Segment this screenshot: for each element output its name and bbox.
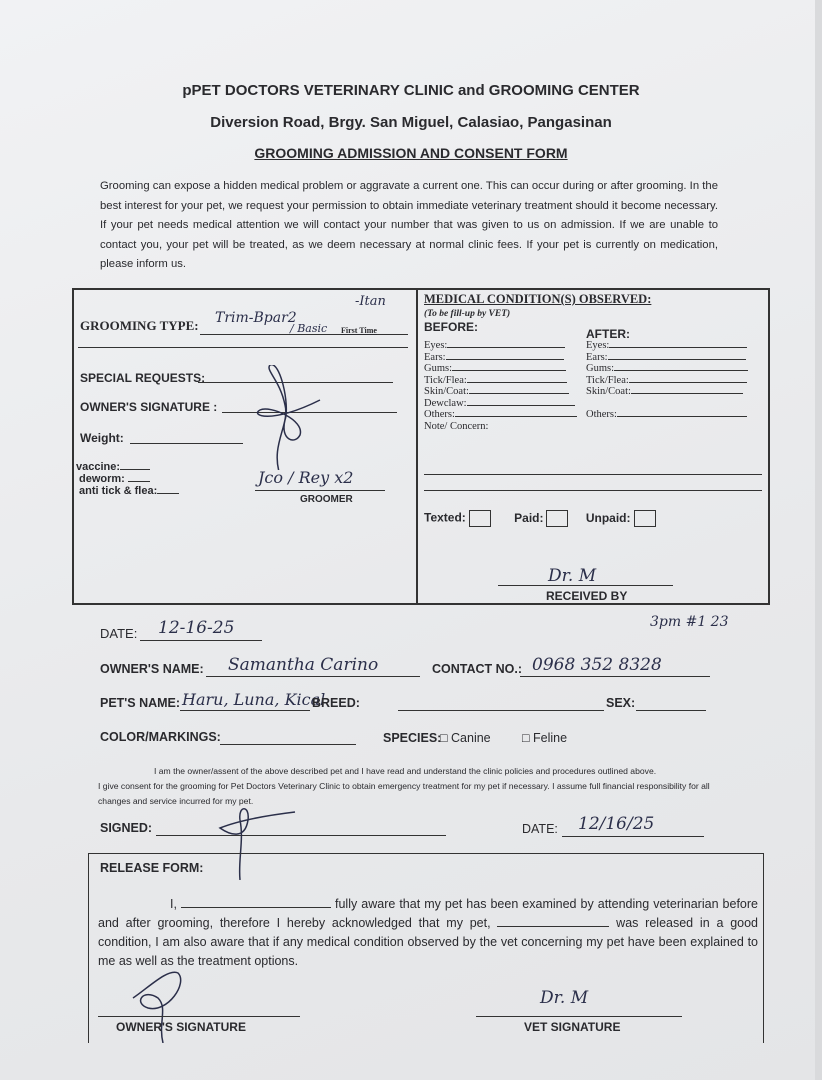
color-markings-label: COLOR/MARKINGS:: [100, 730, 221, 744]
payment-status: [424, 510, 656, 527]
pet-name-value: Haru, Luna, Kical: [182, 690, 326, 709]
sex-field[interactable]: [636, 710, 706, 711]
vet-signature-value: Dr. M: [540, 988, 589, 1008]
date-value: 12-16-25: [158, 618, 235, 638]
box-divider: [416, 288, 418, 605]
owner-name-field[interactable]: [206, 676, 420, 677]
paid-label: Paid:: [514, 510, 544, 525]
release-title: RELEASE FORM:: [100, 861, 204, 875]
anti-tick-field[interactable]: [157, 493, 179, 494]
weight-label: Weight:: [80, 431, 124, 445]
consent-line-1: I am the owner/assent of the above described pet and I have read and understand the clinic policies and procedures outlined above.: [154, 766, 657, 776]
after-fields: Eyes: Ears: Gums: Tick/Flea: Skin/Coat: Others:: [586, 340, 766, 421]
date-label: DATE:: [100, 626, 138, 641]
anti-tick-label: anti tick & flea:: [79, 485, 158, 497]
signed-label: SIGNED:: [100, 821, 153, 835]
clinic-name: pPET DOCTORS VETERINARY CLINIC and GROOMING CENTER: [182, 82, 640, 99]
owner-signature-label: OWNER'S SIGNATURE :: [80, 400, 218, 414]
vet-signature-label: VET SIGNATURE: [524, 1020, 621, 1034]
deworm-field[interactable]: [128, 481, 150, 482]
sex-label: SEX:: [606, 696, 636, 710]
unpaid-checkbox[interactable]: [634, 510, 656, 527]
deworm-label: deworm:: [79, 473, 125, 485]
received-by-label: RECEIVED BY: [546, 589, 628, 603]
before-fields: Eyes: Ears: Gums: Tick/Flea: Skin/Coat: Dewclaw: Others: Note/ Concern:: [424, 340, 584, 432]
before-label: BEFORE:: [424, 320, 478, 334]
received-by-field[interactable]: [498, 585, 673, 586]
contact-field[interactable]: [520, 676, 710, 677]
consent-line-2: I give consent for the grooming for Pet Doctors Veterinary Clinic to obtain emergency treatment for my pet if necessary. I assume full financial responsibility for all changes and service incurred for my pet.: [98, 781, 710, 806]
release-owner-signature-label: OWNER'S SIGNATURE: [116, 1020, 246, 1034]
grooming-line-2: [78, 347, 408, 348]
grooming-type-note: -Itan: [355, 294, 386, 309]
first-time-label: First Time: [341, 326, 377, 335]
contact-label: CONTACT NO.:: [432, 662, 523, 676]
vaccine-field[interactable]: [120, 469, 150, 470]
groomer-field[interactable]: [255, 490, 385, 491]
release-text: I, fully aware that my pet has been examined by attending veterinarian before and after grooming, therefore I hereby acknowledged that my pet, was released in a good condition, I am also aware that if any medical condition observed by the vet concerning my pet have been explained to me as well as the treatment options.: [98, 897, 759, 968]
grooming-type-value-2: / Basic: [290, 322, 328, 335]
species-canine-checkbox[interactable]: □ Canine: [440, 731, 491, 745]
contact-value: 0968 352 8328: [532, 655, 662, 675]
medical-subtitle: (To be fill-up by VET): [424, 309, 511, 319]
species-feline-checkbox[interactable]: □ Feline: [522, 731, 568, 745]
special-requests-label: SPECIAL REQUESTS:: [80, 371, 206, 385]
pet-name-label: PET'S NAME:: [100, 696, 181, 710]
date-field[interactable]: [140, 640, 262, 641]
medical-title: MEDICAL CONDITION(S) OBSERVED:: [424, 292, 652, 306]
clinic-address: Diversion Road, Brgy. San Miguel, Calasiao, Pangasinan: [210, 114, 612, 131]
grooming-type-value: Trim-Bpar2: [215, 310, 297, 326]
signed-date-label: DATE:: [522, 822, 558, 836]
signed-date-value: 12/16/25: [578, 814, 655, 834]
intro-paragraph: Grooming can expose a hidden medical problem or aggravate a current one. This can occur during or after grooming. In the best interest for your pet, we request your permission to obtain immediate veterinary treatment should it become necessary. If your pet needs medical attention we will contact your number that was given to us on admission. If we are unable to contact you, your pet will be treated, as we deem necessary at normal clinic fees. If your pet is currently on medication, please inform us.: [100, 180, 718, 270]
groomer-label: GROOMER: [300, 494, 353, 505]
breed-field[interactable]: [398, 710, 604, 711]
release-pet-field[interactable]: [497, 926, 609, 927]
pet-name-field[interactable]: [180, 710, 310, 711]
paid-checkbox[interactable]: [546, 510, 568, 527]
groomer-value: Jco / Rey x2: [258, 468, 354, 487]
form-title: GROOMING ADMISSION AND CONSENT FORM: [254, 145, 568, 161]
owner-name-value: Samantha Carino: [228, 655, 379, 675]
vet-signature-field[interactable]: [476, 1016, 682, 1017]
time-note: 3pm #1 23: [650, 614, 729, 630]
owner-name-label: OWNER'S NAME:: [100, 662, 204, 676]
release-name-field[interactable]: [181, 907, 331, 908]
consent-statement: [98, 764, 714, 809]
grooming-type-label: GROOMING TYPE:: [80, 318, 199, 333]
treatments-block: [76, 461, 179, 497]
weight-field[interactable]: [130, 443, 243, 444]
texted-checkbox[interactable]: [469, 510, 491, 527]
species-label: SPECIES:: [383, 731, 442, 745]
signed-field[interactable]: [156, 835, 446, 836]
note-label: Note/ Concern:: [424, 420, 489, 432]
after-label: AFTER:: [586, 327, 630, 341]
color-markings-field[interactable]: [220, 744, 356, 745]
unpaid-label: Unpaid:: [585, 510, 631, 525]
vaccine-label: vaccine:: [76, 461, 121, 473]
texted-label: Texted:: [424, 510, 466, 525]
release-owner-signature-field[interactable]: [98, 1016, 300, 1017]
signature-scribble: [250, 365, 330, 470]
received-by-value: Dr. M: [548, 566, 597, 586]
grooming-box: [72, 288, 770, 605]
note-line-1[interactable]: [424, 474, 762, 475]
note-line-2[interactable]: [424, 490, 762, 491]
signed-date-field[interactable]: [562, 836, 704, 837]
breed-label: BREED:: [312, 696, 360, 710]
